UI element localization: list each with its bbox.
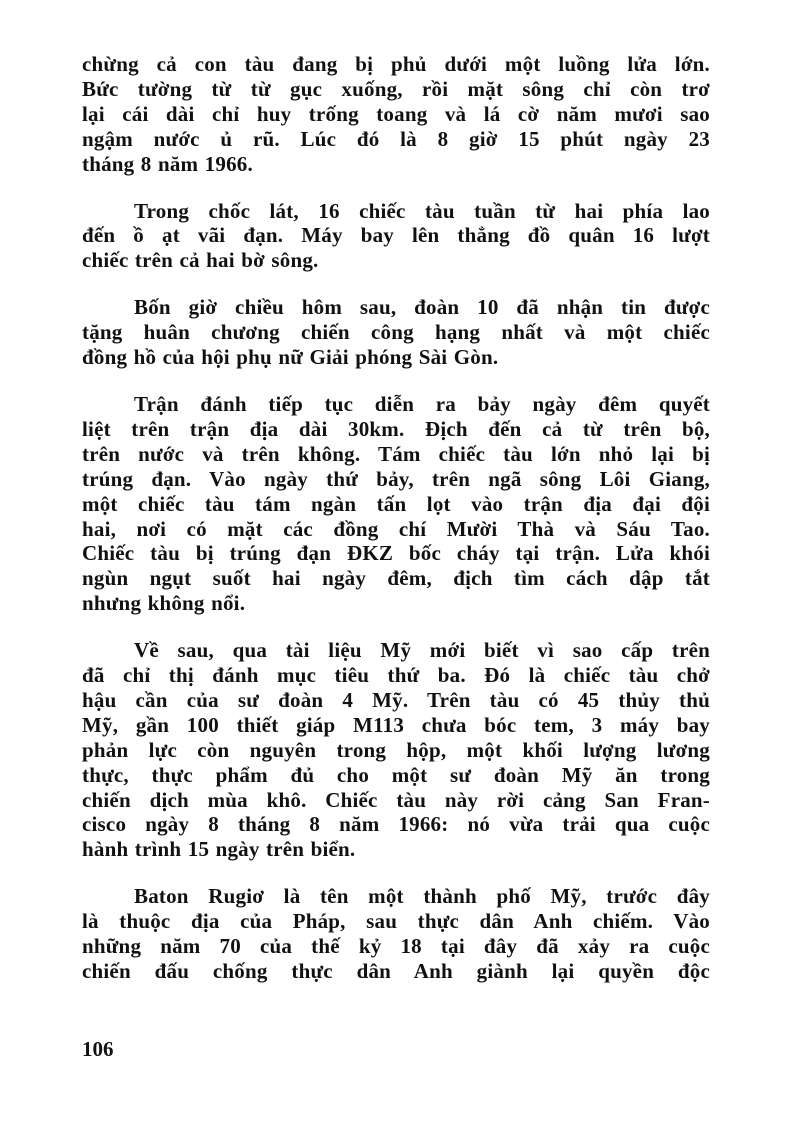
paragraph	[82, 52, 710, 177]
text-line: Baton Rugiơ là tên một thành phố Mỹ, trước đây	[134, 884, 710, 909]
paragraph	[82, 884, 710, 984]
text-line: Về sau, qua tài liệu Mỹ mới biết vì sao cấp trên	[134, 638, 710, 663]
text-line: chừng cả con tàu đang bị phủ dưới một luồng lửa lớn.	[82, 52, 710, 76]
text-line: đồng hồ của hội phụ nữ Giải phóng Sài Gòn.	[82, 345, 499, 370]
text-line: Chiếc tàu bị trúng đạn ĐKZ bốc cháy tại trận. Lửa khói	[82, 541, 710, 566]
text-line: lại cái dài chỉ huy trống toang và lá cờ năm mươi sao	[82, 101, 710, 126]
text-line: những năm 70 của thế kỷ 18 tại đây đã xảy ra cuộc	[82, 934, 710, 959]
text-line: tặng huân chương chiến công hạng nhất và một chiếc	[82, 320, 710, 345]
paragraph	[82, 638, 710, 862]
text-line: là thuộc địa của Pháp, sau thực dân Anh chiếm. Vào	[82, 909, 710, 934]
text-line: trúng đạn. Vào ngày thứ bảy, trên ngã sông Lôi Giang,	[82, 466, 710, 491]
text-line: phản lực còn nguyên trong hộp, một khối lượng lương	[82, 737, 710, 762]
text-line: hậu cần của sư đoàn 4 Mỹ. Trên tàu có 45 thủy thủ	[82, 687, 710, 712]
text-line: liệt trên trận địa dài 30km. Địch đến cả từ trên bộ,	[82, 416, 710, 441]
text-line: cisco ngày 8 tháng 8 năm 1966: nó vừa trải qua cuộc	[82, 812, 710, 837]
text-line: một chiếc tàu tám ngàn tấn lọt vào trận địa đại đội	[82, 491, 710, 516]
text-line: ngậm nước ủ rũ. Lúc đó là 8 giờ 15 phút ngày 23	[82, 126, 710, 151]
text-line: nhưng không nổi.	[82, 591, 246, 616]
page-number: 106	[82, 1037, 114, 1061]
text-line: Mỹ, gần 100 thiết giáp M113 chưa bóc tem, 3 máy bay	[82, 712, 710, 737]
text-line: chiến đấu chống thực dân Anh giành lại quyền độc	[82, 959, 710, 983]
paragraph	[82, 295, 710, 370]
text-line: hành trình 15 ngày trên biển.	[82, 837, 356, 862]
paragraph	[82, 392, 710, 616]
text-line: Bức tường từ từ gục xuống, rồi mặt sông chỉ còn trơ	[82, 76, 710, 101]
text-line: chiến dịch mùa khô. Chiếc tàu này rời cảng San Fran-	[82, 787, 710, 812]
text-line: Trận đánh tiếp tục diễn ra bảy ngày đêm quyết	[134, 391, 710, 416]
text-line: đã chỉ thị đánh mục tiêu thứ ba. Đó là chiếc tàu chở	[82, 663, 710, 688]
text-line: tháng 8 năm 1966.	[82, 151, 253, 176]
text-line: trên nước và trên không. Tám chiếc tàu lớn nhỏ lại bị	[82, 441, 710, 466]
text-line: Bốn giờ chiều hôm sau, đoàn 10 đã nhận tin được	[134, 295, 710, 320]
text-line: hai, nơi có mặt các đồng chí Mười Thà và Sáu Tao.	[82, 516, 710, 541]
text-line: đến ồ ạt vãi đạn. Máy bay lên thẳng đồ quân 16 lượt	[82, 223, 710, 248]
text-line: chiếc trên cả hai bờ sông.	[82, 248, 319, 273]
text-line: Trong chốc lát, 16 chiếc tàu tuần từ hai phía lao	[134, 198, 710, 223]
paragraph	[82, 199, 710, 274]
body-text	[82, 52, 710, 1006]
text-line: thực, thực phẩm đủ cho một sư đoàn Mỹ ăn trong	[82, 762, 710, 787]
text-line: ngùn ngụt suốt hai ngày đêm, địch tìm cách dập tắt	[82, 566, 710, 591]
